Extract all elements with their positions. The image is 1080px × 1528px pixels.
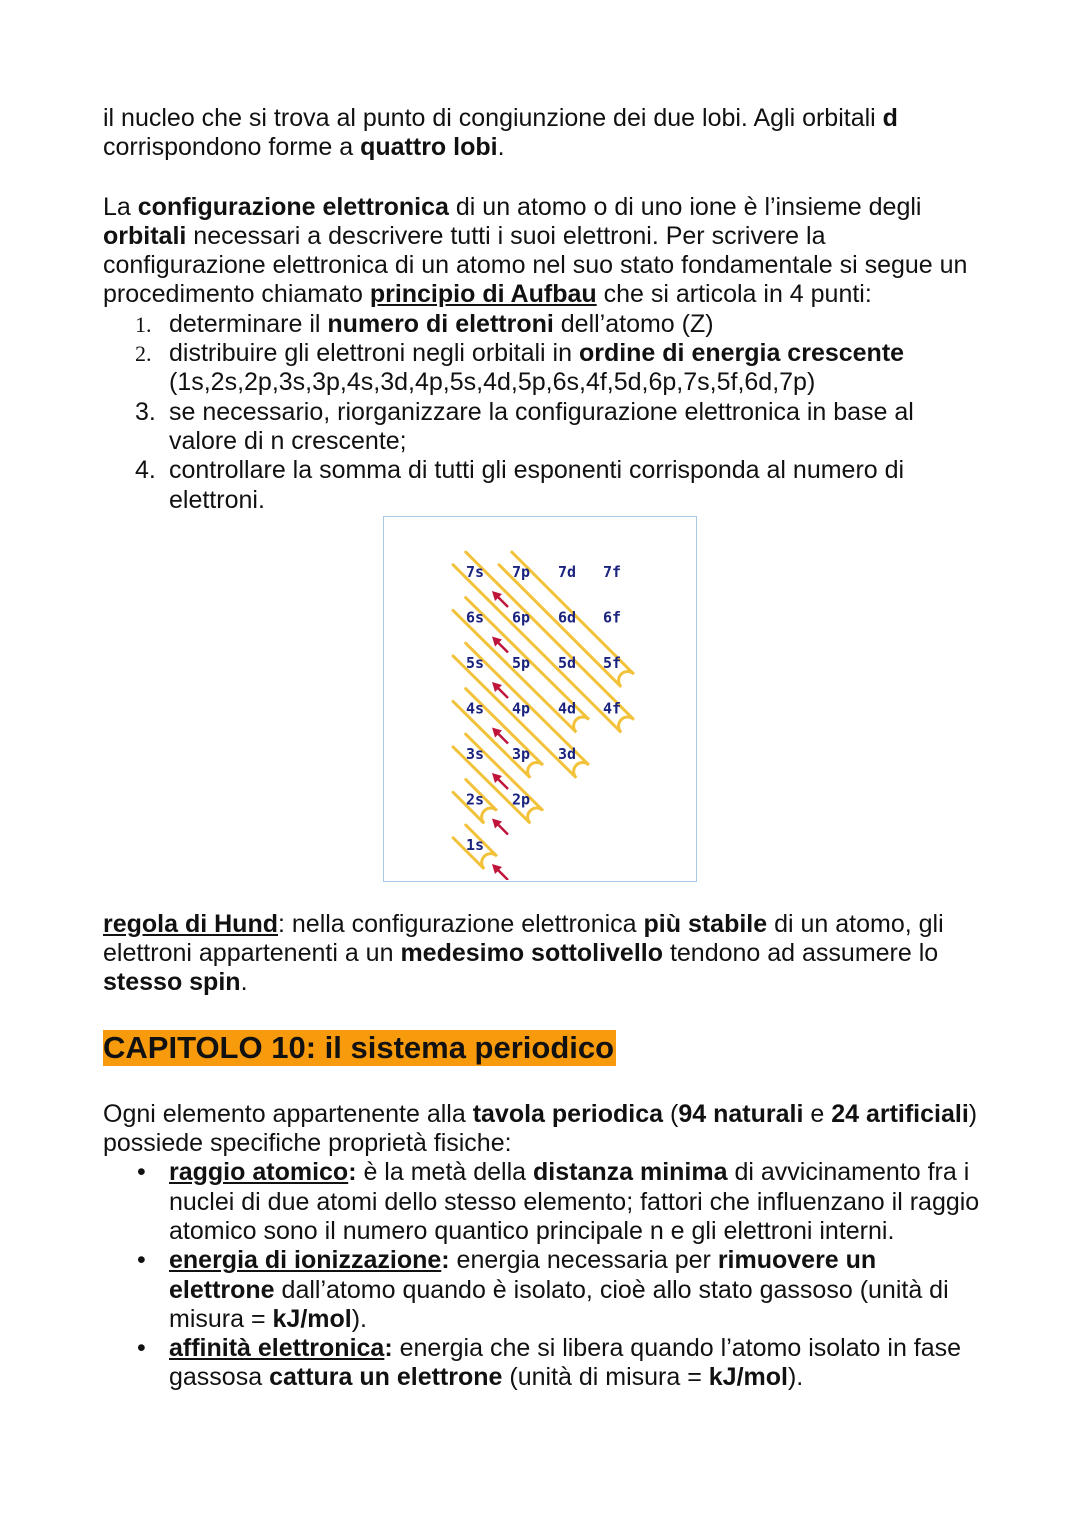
orbital-label: 5p [511,653,531,672]
orbital-label: 7p [511,562,531,581]
orbital-label: 6p [511,608,531,627]
arrow-group [492,591,508,880]
hund-rule-paragraph: regola di Hund: nella configurazione elettronica più stabile di un atomo, gli elettroni appartenenti a un medesimo sottolivello tendono ad assumere lo stesso spin. [103,909,944,997]
periodic-table-paragraph: Ogni elemento appartenente alla tavola periodica (94 naturali e 24 artificiali) possiede specifiche proprietà fisiche: [103,1099,978,1158]
configuration-paragraph: La configurazione elettronica di un atomo o di uno ione è l’insieme degli orbitali necessari a descrivere tutti i suoi elettroni. Per scrivere la configurazione elettronica di un atomo nel suo stato fondamentale si segue un procedimento chiamato principio di Aufbau che si articola in 4 punti: [103,192,968,309]
property-item: • raggio atomico: è la metà della distanza minima di avvicinamento fra i nuclei di due atomi dello stesso elemento; fattori che influenzano il raggio atomico sono il numero quantico principale n e gli elettroni interni. [137,1158,980,1245]
aufbau-step: 4. controllare la somma di tutti gli esponenti corrisponda al numero di elettroni. [135,456,905,514]
orbital-label: 3p [511,744,531,763]
orbital-label: 4p [511,699,531,718]
orbital-label: 5s [465,653,485,672]
orbital-label: 7d [557,562,577,581]
aufbau-step: 2. distribuire gli elettroni negli orbitali in ordine di energia crescente (1s,2s,2p,3s,3p,4s,3d,4p,5s,4d,5p,6s,4f,5d,6p,7s,5f,6d,7p) [135,339,905,397]
orbital-label: 4f [602,699,622,718]
chapter-heading: CAPITOLO 10: il sistema periodico [103,1029,615,1065]
orbital-label: 6f [602,608,622,627]
orbital-label: 2s [465,790,485,809]
aufbau-diagram [383,516,697,882]
properties-list [103,1158,983,1392]
aufbau-diagram-svg [384,517,695,880]
property-item: • affinità elettronica: energia che si libera quando l’atomo isolato in fase gassosa cattura un elettrone (unità di misura = kJ/mol). [137,1334,962,1392]
orbital-label: 3d [557,744,577,763]
orbital-label: 4s [465,699,485,718]
intro-paragraph: il nucleo che si trova al punto di congiunzione dei due lobi. Agli orbitali d corrispondono forme a quattro lobi. [103,104,898,162]
aufbau-steps-list [103,310,983,515]
orbital-label: 5f [602,653,622,672]
orbital-label: 7f [602,562,622,581]
property-item: • energia di ionizzazione: energia necessaria per rimuovere un elettrone dall’atomo quando è isolato, cioè allo stato gassoso (unità di misura = kJ/mol). [137,1246,949,1333]
orbital-label: 1s [465,835,485,854]
orbital-label: 3s [465,744,485,763]
orbital-label: 6d [557,608,577,627]
orbital-label: 2p [511,790,531,809]
orbital-label: 4d [557,699,577,718]
orbital-label: 6s [465,608,485,627]
aufbau-step: 1. determinare il numero di elettroni dell’atomo (Z) [135,309,714,338]
orbital-label: 5d [557,653,577,672]
document-page [103,104,983,1393]
aufbau-step: 3. se necessario, riorganizzare la configurazione elettronica in base al valore di n crescente; [135,397,914,455]
orbital-label: 7s [465,562,485,581]
